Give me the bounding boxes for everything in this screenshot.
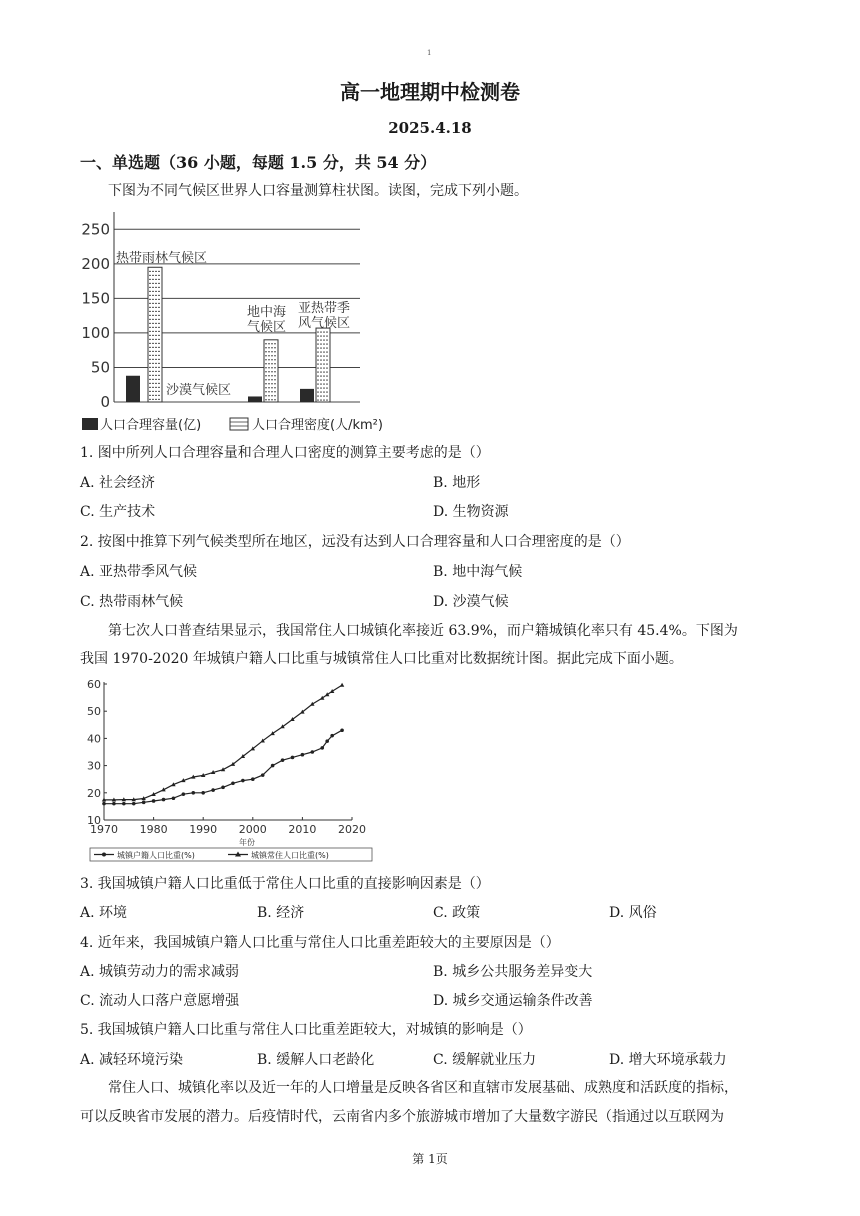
chart1-y-ticks bbox=[81, 220, 110, 411]
chart2-point-registered bbox=[320, 746, 324, 750]
page-footer: 第 1页 bbox=[412, 1152, 448, 1166]
q5-option-b: B. 缓解人口老龄化 bbox=[257, 1052, 375, 1068]
bar-capacity-3 bbox=[300, 389, 314, 402]
q2-option-c: C. 热带雨林气候 bbox=[80, 594, 184, 610]
page-title: 高一地理期中检测卷 bbox=[340, 80, 520, 104]
q1-option-c: C. 生产技术 bbox=[80, 504, 156, 520]
chart2-x-tick-label: 2020 bbox=[338, 823, 366, 836]
chart2-y-tick-label: 50 bbox=[87, 705, 101, 719]
chart2-series-line-1 bbox=[104, 685, 342, 800]
legend-capacity-label: 人口合理容量(亿) bbox=[100, 418, 202, 433]
label-mediterranean-1: 地中海 bbox=[247, 305, 287, 320]
chart2-point-registered bbox=[191, 791, 195, 795]
chart2-point-registered bbox=[201, 791, 205, 795]
chart2-point-registered bbox=[162, 798, 166, 802]
chart2-point-registered bbox=[281, 758, 285, 762]
chart2-point-registered bbox=[251, 777, 255, 781]
label-mediterranean-2: 气候区 bbox=[247, 320, 287, 335]
section-heading: 一、单选题（36 小题，每题 1.5 分，共 54 分） bbox=[80, 153, 437, 172]
chart1-y-tick-label: 100 bbox=[81, 323, 110, 342]
legend-registered-marker bbox=[102, 853, 106, 857]
q3-option-a: A. 环境 bbox=[80, 905, 128, 921]
chart2-point-registered bbox=[152, 799, 156, 803]
population-capacity-bar-chart bbox=[80, 210, 440, 435]
chart2-point-registered bbox=[102, 802, 106, 806]
q1-option-a: A. 社会经济 bbox=[80, 475, 156, 491]
question-1-stem: 1. 图中所列人口合理容量和合理人口密度的测算主要考虑的是（） bbox=[80, 445, 490, 461]
q5-option-d: D. 增大环境承载力 bbox=[609, 1052, 727, 1068]
chart2-x-tick-label: 2000 bbox=[238, 823, 267, 836]
chart2-x-tick-label: 1970 bbox=[90, 823, 118, 836]
bar-capacity-2 bbox=[248, 396, 262, 402]
label-monsoon-1: 亚热带季 bbox=[298, 301, 351, 316]
chart2-point-registered bbox=[330, 734, 334, 738]
q5-option-c: C. 缓解就业压力 bbox=[433, 1052, 537, 1068]
chart1-y-tick-label: 50 bbox=[90, 358, 110, 377]
q1-option-d: D. 生物资源 bbox=[433, 504, 509, 520]
label-monsoon-2: 风气候区 bbox=[298, 316, 351, 331]
chart2-x-tick-label: 2010 bbox=[288, 823, 317, 836]
legend-registered-label: 城镇户籍人口比重(%) bbox=[117, 851, 195, 860]
chart2-y-tick-label: 30 bbox=[87, 759, 101, 773]
q4-option-d: D. 城乡交通运输条件改善 bbox=[433, 993, 593, 1009]
chart2-point-registered bbox=[311, 750, 315, 754]
chart1-bars bbox=[126, 267, 330, 402]
chart1-y-tick-label: 150 bbox=[81, 289, 110, 308]
chart2-axes bbox=[87, 678, 366, 836]
legend-density-swatch bbox=[230, 418, 248, 430]
chart2-point-registered bbox=[132, 802, 136, 806]
q3-option-b: B. 经济 bbox=[257, 905, 305, 921]
q5-option-a: A. 减轻环境污染 bbox=[80, 1052, 184, 1068]
question-4-stem: 4. 近年来，我国城镇户籍人口比重与常住人口比重差距较大的主要原因是（） bbox=[80, 935, 560, 951]
chart2-point-registered bbox=[172, 796, 176, 800]
chart2-x-tick-label: 1990 bbox=[189, 823, 218, 836]
chart2-point-registered bbox=[182, 792, 186, 796]
question-2-stem: 2. 按图中推算下列气候类型所在地区，远没有达到人口合理容量和人口合理密度的是（） bbox=[80, 534, 630, 550]
chart2-point-registered bbox=[301, 753, 305, 757]
bar-capacity-0 bbox=[126, 376, 140, 402]
chart2-point-resident bbox=[340, 683, 344, 687]
chart2-point-registered bbox=[325, 739, 329, 743]
chart2-point-registered bbox=[122, 802, 126, 806]
chart2-point-registered bbox=[340, 728, 344, 732]
legend-capacity-swatch bbox=[82, 418, 98, 430]
q1-option-b: B. 地形 bbox=[433, 475, 481, 491]
question-3-stem: 3. 我国城镇户籍人口比重低于常住人口比重的直接影响因素是（） bbox=[80, 876, 490, 892]
q3-option-d: D. 风俗 bbox=[609, 905, 657, 921]
chart2-point-registered bbox=[291, 756, 295, 760]
intro-paragraph-3-line2: 可以反映省市发展的潜力。后疫情时代，云南省内多个旅游城市增加了大量数字游民（指通过以互联网为 bbox=[80, 1109, 724, 1125]
intro-paragraph-2-line2: 我国 1970-2020 年城镇户籍人口比重与城镇常住人口比重对比数据统计图。据此完成下面小题。 bbox=[80, 651, 683, 667]
chart2-y-tick-label: 20 bbox=[87, 786, 101, 800]
urbanization-line-chart bbox=[80, 676, 380, 866]
exam-date: 2025.4.18 bbox=[388, 119, 472, 137]
chart2-point-registered bbox=[231, 781, 235, 785]
chart1-y-tick-label: 0 bbox=[100, 393, 110, 411]
legend-density-label: 人口合理密度(人/km²) bbox=[252, 418, 383, 433]
chart2-point-registered bbox=[142, 801, 146, 805]
chart2-y-tick-label: 60 bbox=[87, 678, 101, 691]
label-rainforest: 热带雨林气候区 bbox=[116, 251, 208, 266]
q2-option-a: A. 亚热带季风气候 bbox=[80, 564, 198, 580]
chart2-point-registered bbox=[112, 802, 116, 806]
chart2-point-registered bbox=[221, 786, 225, 790]
q4-option-c: C. 流动人口落户意愿增强 bbox=[80, 993, 240, 1009]
chart2-point-registered bbox=[241, 779, 245, 783]
q2-option-b: B. 地中海气候 bbox=[433, 564, 523, 580]
chart2-x-tick-label: 1980 bbox=[139, 823, 168, 836]
chart2-markers bbox=[102, 683, 344, 806]
intro-paragraph-2-line1: 第七次人口普查结果显示，我国常住人口城镇化率接近 63.9%，而户籍城镇化率只有 45.4%。下图为 bbox=[108, 623, 738, 639]
chart2-y-tick-label: 10 bbox=[87, 814, 101, 827]
chart1-y-tick-label: 200 bbox=[81, 254, 110, 273]
page-marker: 1 bbox=[427, 49, 432, 57]
q3-option-c: C. 政策 bbox=[433, 905, 481, 921]
bar-density-3 bbox=[316, 328, 330, 402]
chart2-series-line-0 bbox=[104, 730, 342, 804]
chart2-x-axis-title: 年份 bbox=[239, 838, 255, 847]
chart2-point-registered bbox=[261, 773, 265, 777]
chart2-point-registered bbox=[211, 788, 215, 792]
q2-option-d: D. 沙漠气候 bbox=[433, 594, 509, 610]
legend-resident-label: 城镇常住人口比重(%) bbox=[251, 851, 329, 860]
bar-density-2 bbox=[264, 340, 278, 402]
q4-option-a: A. 城镇劳动力的需求减弱 bbox=[80, 964, 240, 980]
chart2-y-tick-label: 40 bbox=[87, 732, 101, 746]
chart1-y-tick-label: 250 bbox=[81, 220, 110, 239]
chart2-point-registered bbox=[271, 764, 275, 768]
q4-option-b: B. 城乡公共服务差异变大 bbox=[433, 964, 593, 980]
intro-paragraph-1: 下图为不同气候区世界人口容量测算柱状图。读图，完成下列小题。 bbox=[108, 183, 528, 199]
intro-paragraph-3-line1: 常住人口、城镇化率以及近一年的人口增量是反映各省区和直辖市发展基础、成熟度和活跃度的指标， bbox=[108, 1080, 738, 1096]
question-5-stem: 5. 我国城镇户籍人口比重与常住人口比重差距较大，对城镇的影响是（） bbox=[80, 1022, 532, 1038]
label-desert: 沙漠气候区 bbox=[166, 383, 232, 398]
